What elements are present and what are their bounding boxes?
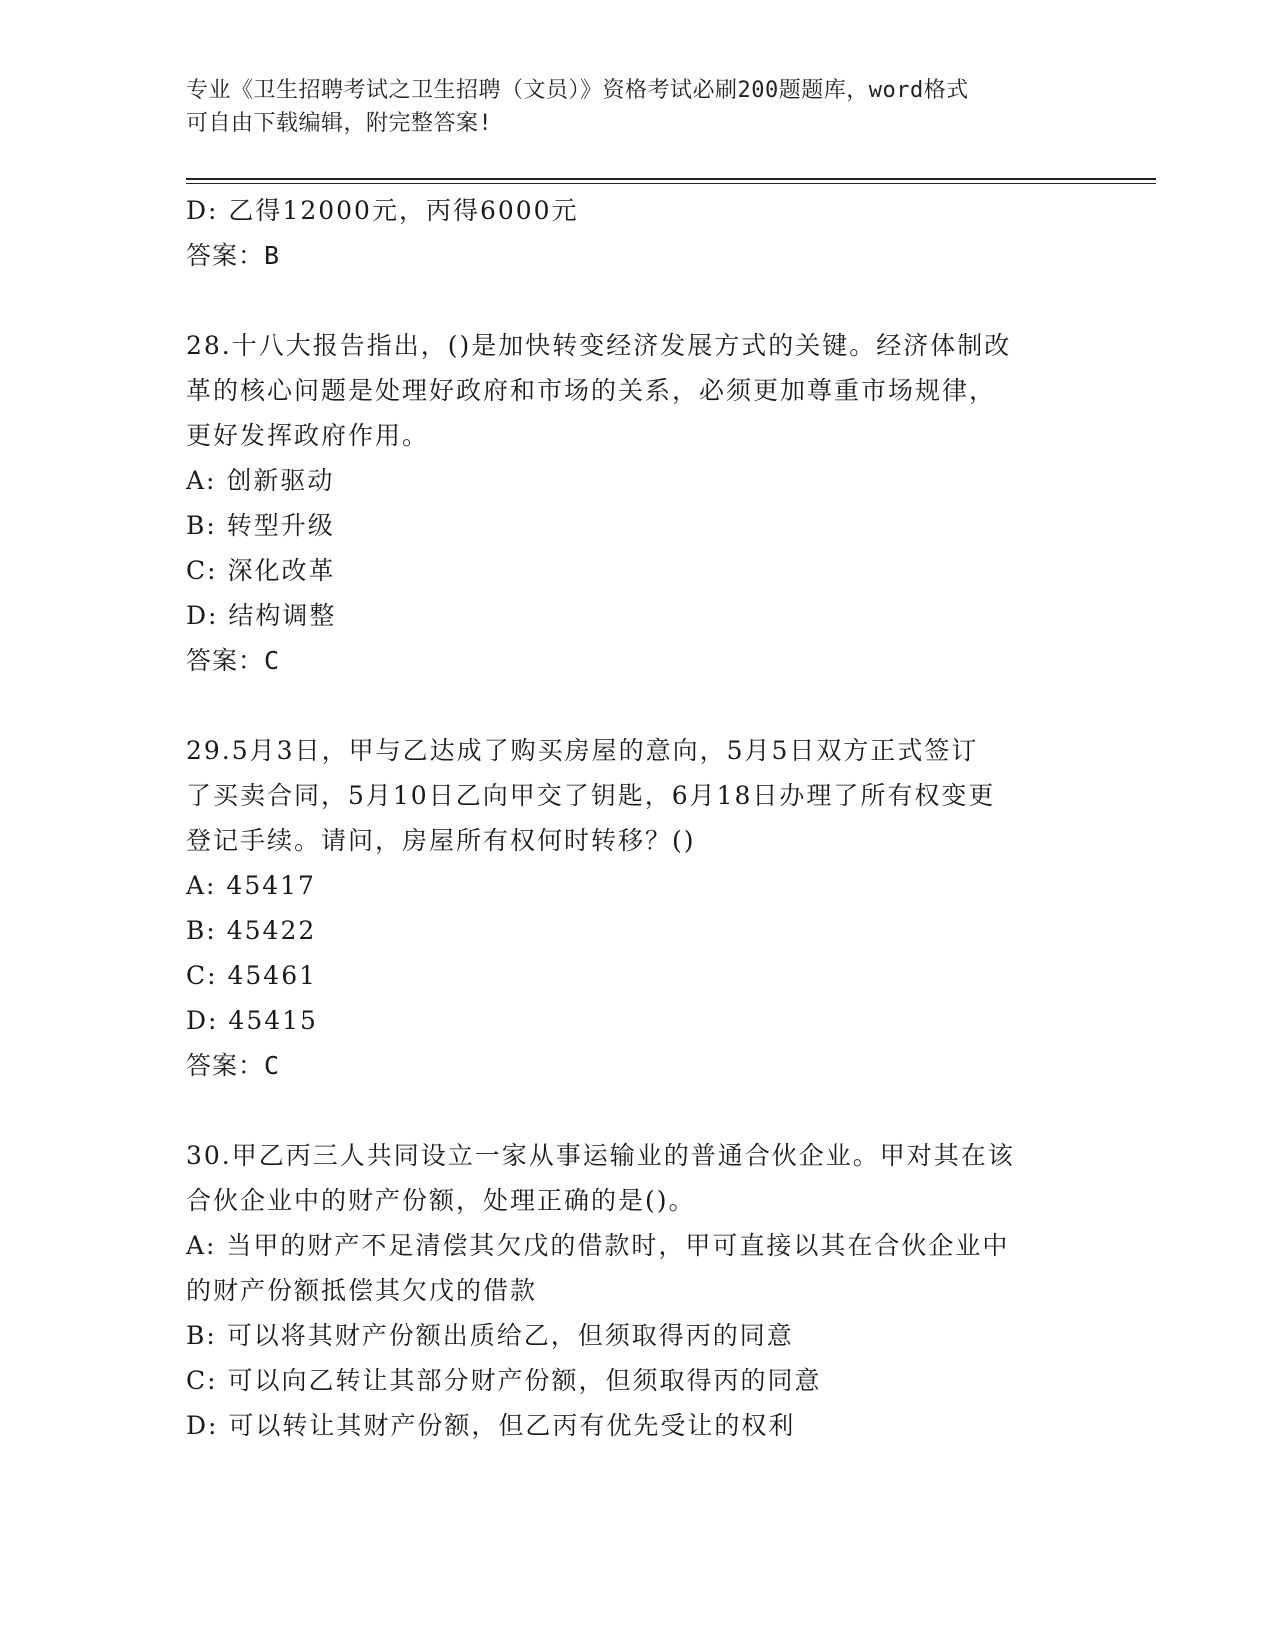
q28-option-b: B: 转型升级 — [186, 511, 335, 540]
question-29 — [186, 728, 1086, 1088]
question-28 — [186, 323, 1086, 683]
q30-stem-line-1: 30.甲乙丙三人共同设立一家从事运输业的普通合伙企业。甲对其在该 — [186, 1141, 1015, 1170]
q28-stem-line-3: 更好发挥政府作用。 — [186, 421, 430, 450]
question-content — [186, 188, 1086, 1448]
header-line-2: 可自由下载编辑，附完整答案! — [186, 111, 493, 136]
q28-option-c: C: 深化改革 — [186, 556, 336, 585]
header-rule-thick — [186, 178, 1156, 180]
q30-option-d: D: 可以转让其财产份额，但乙丙有优先受让的权利 — [186, 1411, 796, 1440]
q28-answer: 答案：C — [186, 646, 281, 675]
prev-option-d: D: 乙得12000元，丙得6000元 — [186, 196, 579, 225]
q28-option-d: D: 结构调整 — [186, 601, 337, 630]
q29-option-b: B: 45422 — [186, 916, 317, 945]
q29-stem-line-3: 登记手续。请问，房屋所有权何时转移？() — [186, 826, 696, 855]
spacer — [186, 683, 1086, 728]
spacer — [186, 1088, 1086, 1133]
header-line-1: 专业《卫生招聘考试之卫生招聘（文员）》资格考试必刷200题题库，word格式 — [186, 78, 969, 103]
question-30 — [186, 1133, 1086, 1448]
q29-option-d: D: 45415 — [186, 1006, 318, 1035]
q30-option-a-line-1: A: 当甲的财产不足清偿其欠戊的借款时，甲可直接以其在合伙企业中 — [186, 1231, 1010, 1260]
q28-stem-line-2: 革的核心问题是处理好政府和市场的关系，必须更加尊重市场规律， — [186, 376, 997, 405]
spacer — [186, 278, 1086, 323]
q29-answer: 答案：C — [186, 1051, 281, 1080]
q30-option-a-line-2: 的财产份额抵偿其欠戊的借款 — [186, 1276, 538, 1305]
q29-option-c: C: 45461 — [186, 961, 318, 990]
prev-answer: 答案：B — [186, 241, 281, 270]
document-header — [186, 74, 1066, 140]
q30-option-c: C: 可以向乙转让其部分财产份额，但须取得丙的同意 — [186, 1366, 822, 1395]
q29-stem-line-2: 了买卖合同，5月10日乙向甲交了钥匙，6月18日办理了所有权变更 — [186, 781, 996, 810]
header-rule-thin — [186, 183, 1156, 184]
q30-stem-line-2: 合伙企业中的财产份额，处理正确的是()。 — [186, 1186, 696, 1215]
q30-option-b: B: 可以将其财产份额出质给乙，但须取得丙的同意 — [186, 1321, 794, 1350]
q29-stem-line-1: 29.5月3日，甲与乙达成了购买房屋的意向，5月5日双方正式签订 — [186, 736, 979, 765]
q28-option-a: A: 创新驱动 — [186, 466, 335, 495]
q28-stem-line-1: 28.十八大报告指出，()是加快转变经济发展方式的关键。经济体制改 — [186, 331, 1012, 360]
q29-option-a: A: 45417 — [186, 871, 316, 900]
